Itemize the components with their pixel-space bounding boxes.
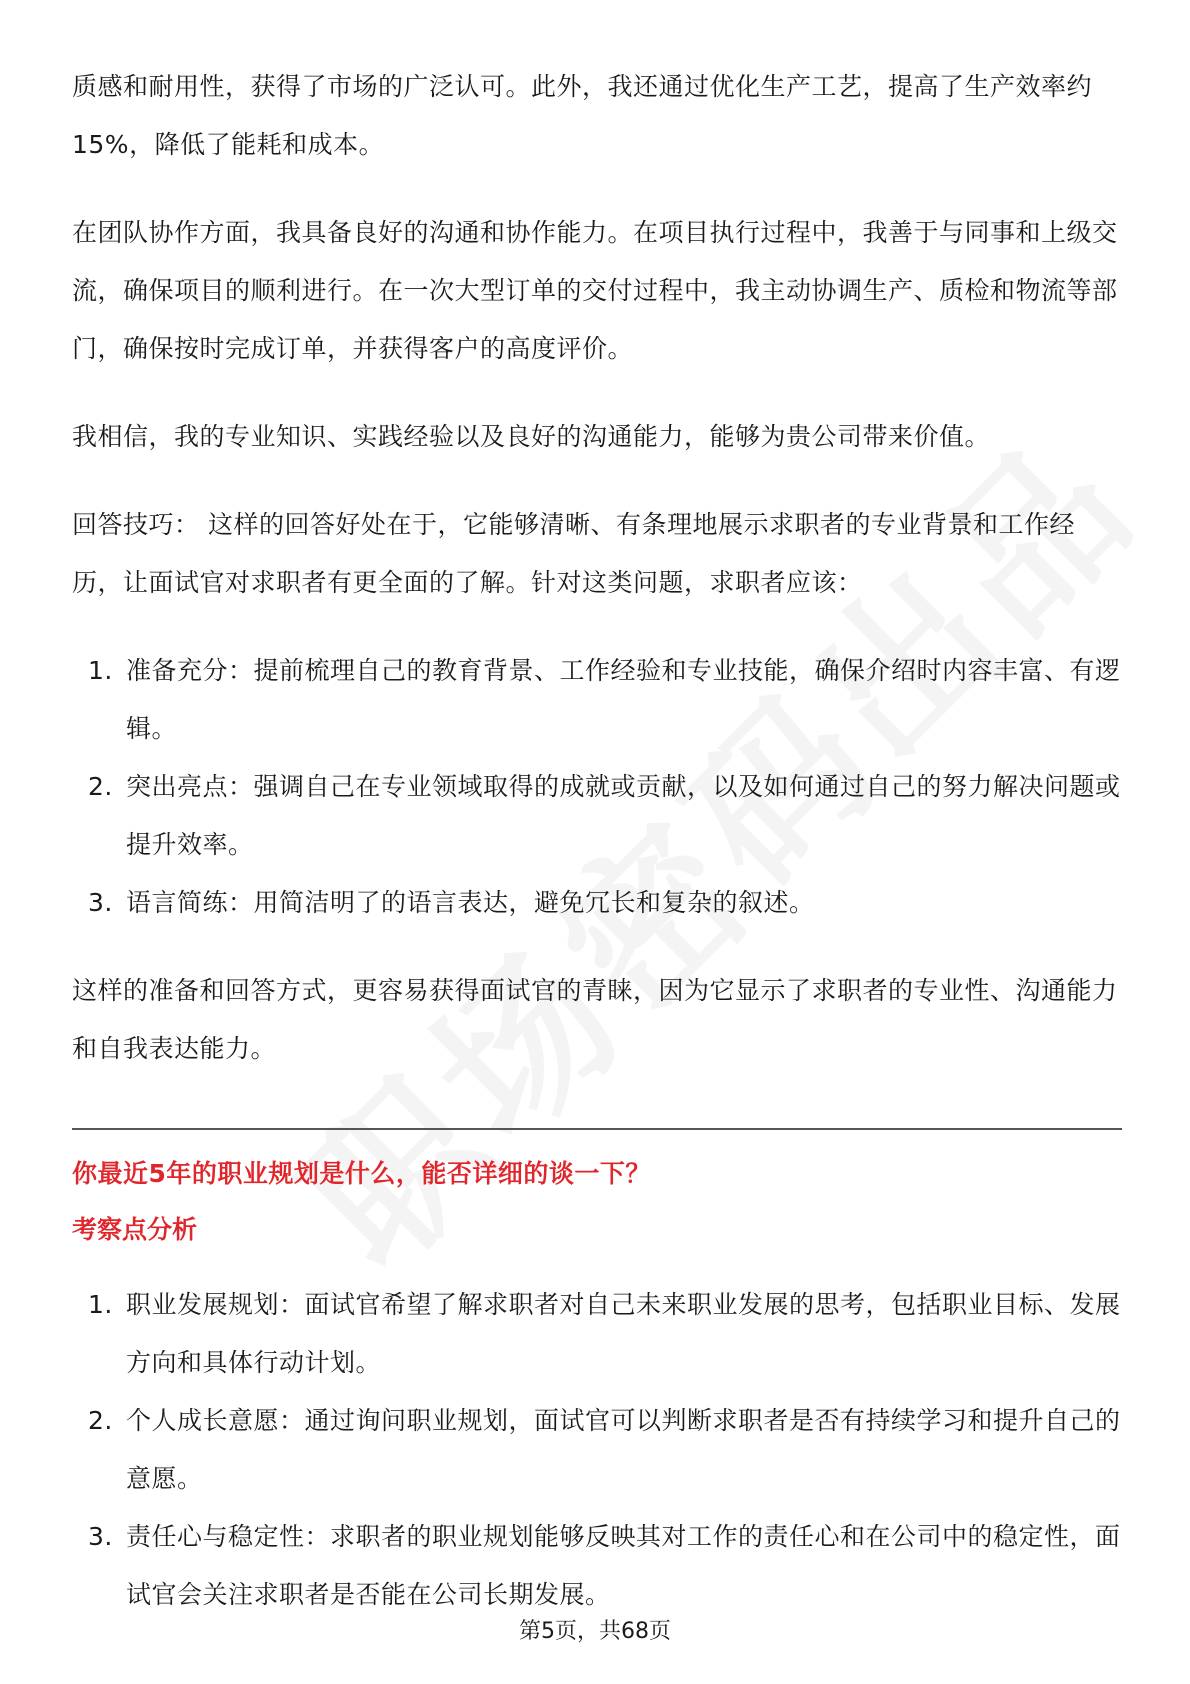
- section-divider: [72, 1128, 1122, 1130]
- page-footer: 第5页，共68页: [519, 1619, 671, 1644]
- paragraph-closing: 这样的准备和回答方式，更容易获得面试官的青睐，因为它显示了求职者的专业性、沟通能力和自我表达能力。: [72, 976, 1118, 1063]
- paragraph-teamwork: 在团队协作方面，我具备良好的沟通和协作能力。在项目执行过程中，我善于与同事和上级交流，确保项目的顺利进行。在一次大型订单的交付过程中，我主动协调生产、质检和物流等部门，确保按时完成订单，并获得客户的高度评价。: [72, 218, 1118, 363]
- list-item: [88, 1276, 1122, 1392]
- paragraph-product-quality: 质感和耐用性，获得了市场的广泛认可。此外，我还通过优化生产工艺，提高了生产效率约15%，降低了能耗和成本。: [72, 72, 1093, 159]
- analysis-list: [72, 1276, 1122, 1624]
- list-item: [88, 1392, 1122, 1508]
- list-item: [88, 642, 1122, 758]
- tips-list: [72, 642, 1122, 932]
- list-number: 2.: [88, 1406, 113, 1435]
- list-text: 个人成长意愿：通过询问职业规划，面试官可以判断求职者是否有持续学习和提升自己的意愿。: [126, 1406, 1121, 1493]
- paragraph-answer-tips: 回答技巧： 这样的回答好处在于，它能够清晰、有条理地展示求职者的专业背景和工作经历，让面试官对求职者有更全面的了解。针对这类问题，求职者应该：: [72, 510, 1075, 597]
- question-title: 你最近5年的职业规划是什么，能否详细的谈一下？: [72, 1159, 651, 1188]
- list-number: 3.: [88, 888, 113, 917]
- paragraph-value: 我相信，我的专业知识、实践经验以及良好的沟通能力，能够为贵公司带来价值。: [72, 422, 991, 451]
- list-number: 1.: [88, 656, 113, 685]
- list-text: 准备充分：提前梳理自己的教育背景、工作经验和专业技能，确保介绍时内容丰富、有逻辑。: [126, 656, 1121, 743]
- list-text: 突出亮点：强调自己在专业领域取得的成就或贡献，以及如何通过自己的努力解决问题或提升效率。: [126, 772, 1121, 859]
- list-text: 责任心与稳定性：求职者的职业规划能够反映其对工作的责任心和在公司中的稳定性，面试官会关注求职者是否能在公司长期发展。: [126, 1522, 1121, 1609]
- list-number: 3.: [88, 1522, 113, 1551]
- list-text: 语言简练：用简洁明了的语言表达，避免冗长和复杂的叙述。: [126, 888, 815, 917]
- page-content: [72, 58, 1122, 1654]
- list-text: 职业发展规划：面试官希望了解求职者对自己未来职业发展的思考，包括职业目标、发展方向和具体行动计划。: [126, 1290, 1121, 1377]
- list-number: 1.: [88, 1290, 113, 1319]
- list-item: [88, 1508, 1122, 1624]
- list-item: [88, 758, 1122, 874]
- list-item: [88, 874, 1122, 932]
- question-subtitle: 考察点分析: [72, 1215, 198, 1244]
- list-number: 2.: [88, 772, 113, 801]
